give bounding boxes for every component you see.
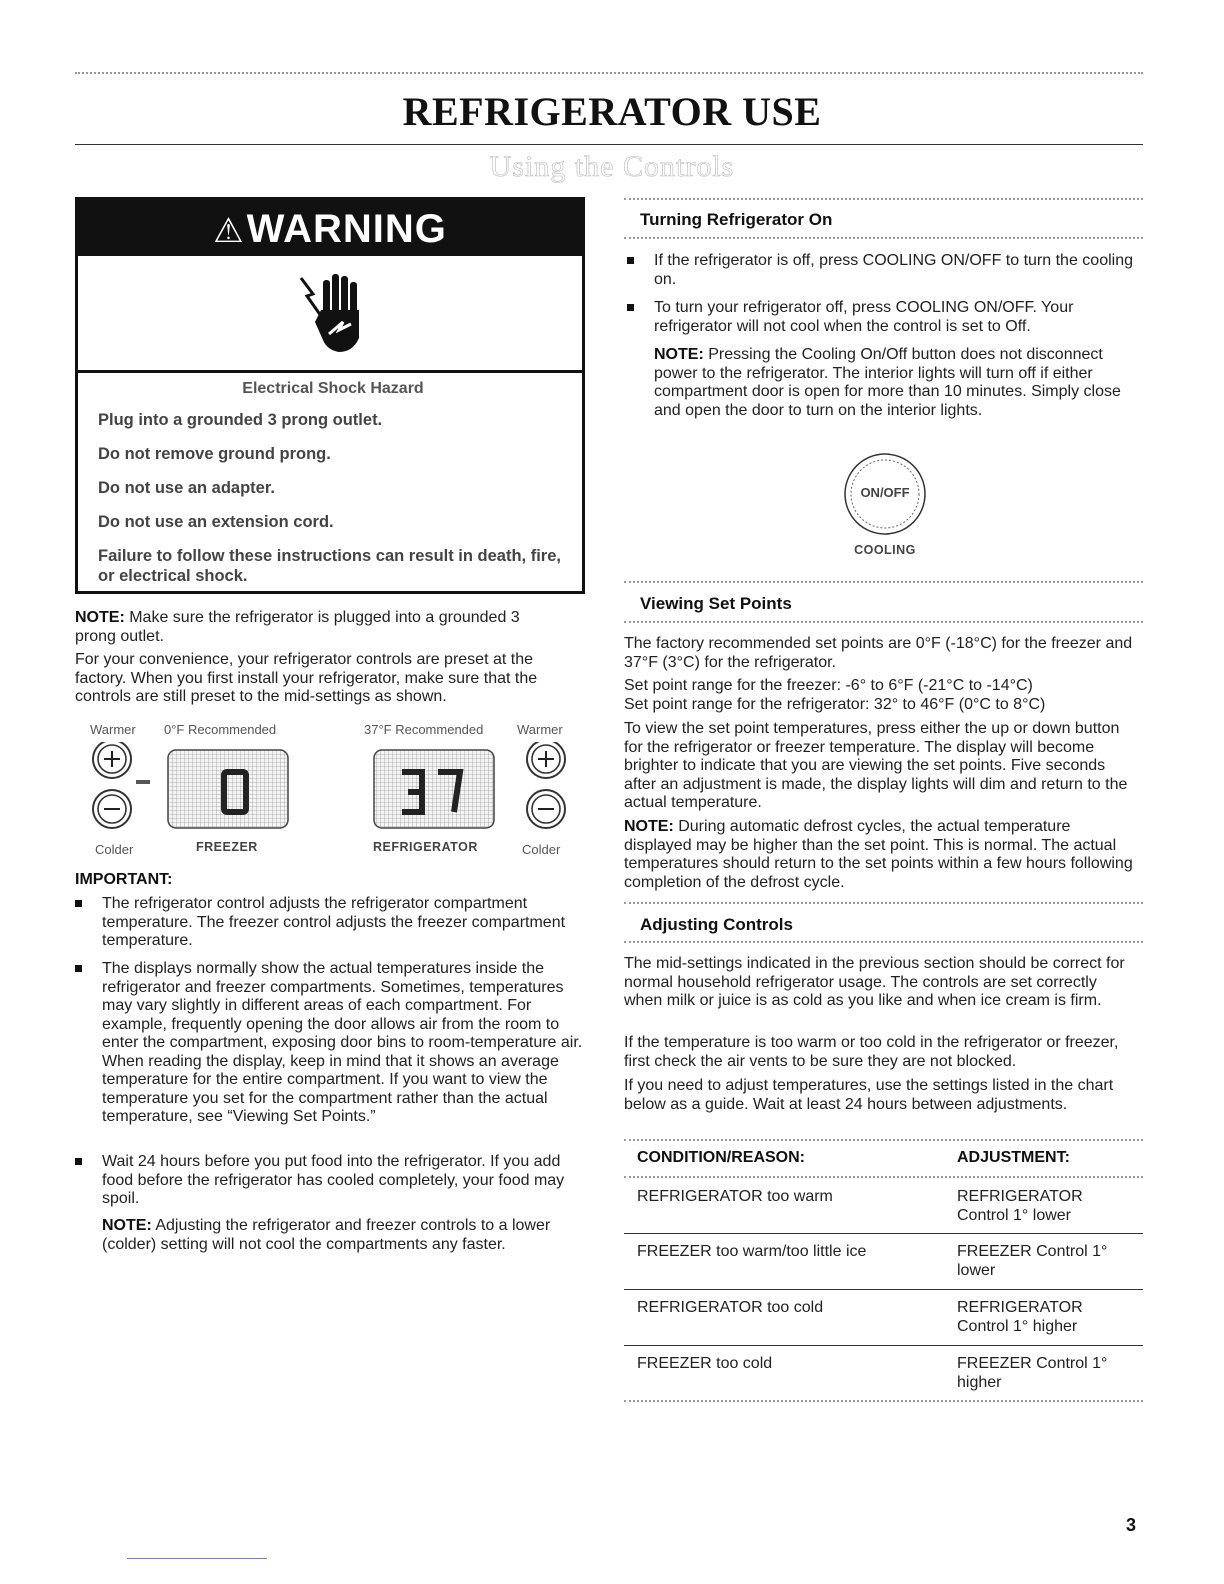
table-header-adjustment: ADJUSTMENT: — [957, 1149, 1070, 1166]
viewing-paragraph: To view the set point temperatures, press either the up or down button for the refrigerator or freezer temperature. The display will become brighter to indicate that you are viewing the set points. Five seconds after an adjustment is made, the display lights will dim and return to the actual temperature. — [624, 720, 1128, 811]
viewing-heading: Viewing Set Points — [640, 594, 792, 613]
freezer-range: Set point range for the freezer: -6° to 6°F (-21°C to -14°C) — [624, 677, 1033, 694]
page-title: REFRIGERATOR USE — [402, 89, 822, 134]
warning-box — [75, 197, 585, 594]
table-rule — [624, 1139, 1143, 1141]
fridge-range: Set point range for the refrigerator: 32° to 46°F (0°C to 8°C) — [624, 696, 1046, 713]
cooling-onoff-button: ON/OFF — [860, 485, 910, 500]
important-bullet — [102, 1153, 585, 1209]
table-cell-adjustment: FREEZER Control 1° lower — [957, 1243, 1108, 1279]
bullet-text: The refrigerator control adjusts the refrigerator compartment temperature. The freezer control adjusts the freezer compartment temperature. — [102, 895, 566, 949]
note-label: NOTE: — [75, 609, 125, 626]
bullet-icon — [627, 304, 634, 311]
important-bullet — [102, 895, 585, 951]
cooling-caption: COOLING — [854, 543, 916, 557]
adjusting-paragraph: The mid-settings indicated in the previous section should be correct for normal household refrigerator usage. The controls are set correctly when milk or juice is as cold as you like and when ice cream is firm. — [624, 955, 1125, 1009]
adjusting-rule-top — [624, 902, 1143, 904]
note-text: During automatic defrost cycles, the actual temperature displayed may be higher than the set point. This is normal. The actual temperatures should return to the set points within a few hours following completion of the defrost cycle. — [624, 818, 1133, 891]
intro-paragraph: For your convenience, your refrigerator controls are preset at the factory. When you first install your refrigerator, make sure that the controls are still preset to the mid-settings as shown. — [75, 651, 538, 705]
warning-triangle-icon: ⚠ — [213, 212, 245, 250]
note-text: Adjusting the refrigerator and freezer controls to a lower (colder) setting will not cool the compartments any faster. — [102, 1217, 551, 1253]
freezer-colder-label: Colder — [95, 842, 134, 857]
fridge-recommended-label: 37°F Recommended — [364, 722, 484, 737]
bullet-icon — [75, 900, 82, 907]
note-text: Make sure the refrigerator is plugged into a grounded 3 prong outlet. — [75, 609, 520, 645]
turning-on-bullet — [654, 299, 1134, 336]
table-cell-adjustment: REFRIGERATOR Control 1° higher — [957, 1299, 1083, 1335]
footer-line — [127, 1558, 267, 1559]
bullet-text: To turn your refrigerator off, press COOLING ON/OFF. Your refrigerator will not cool when the control is set to Off. — [654, 299, 1074, 335]
page-number: 3 — [1126, 1515, 1137, 1535]
note-adjusting — [102, 1217, 572, 1254]
warning-line: Do not remove ground prong. — [98, 445, 331, 463]
table-rule — [624, 1176, 1143, 1178]
warning-icon-area — [78, 256, 582, 373]
important-heading: IMPORTANT: — [75, 871, 173, 888]
freezer-warmer-label: Warmer — [90, 722, 136, 737]
bullet-text: Wait 24 hours before you put food into the refrigerator. If you add food before the refrigerator has cooled completely, your food may spoil. — [102, 1153, 565, 1207]
title-underline — [75, 144, 1143, 145]
table-cell-condition: FREEZER too cold — [637, 1355, 773, 1372]
note-label: NOTE: — [624, 818, 674, 835]
note-grounded — [75, 609, 565, 646]
table-cell-condition: REFRIGERATOR too warm — [637, 1188, 833, 1205]
table-cell-adjustment: REFRIGERATOR Control 1° lower — [957, 1188, 1083, 1224]
table-cell-condition: FREEZER too warm/too little ice — [637, 1243, 867, 1260]
table-row-divider — [624, 1345, 1143, 1346]
fridge-colder-minus-icon — [527, 790, 565, 828]
table-row-divider — [624, 1233, 1143, 1234]
table-header-condition: CONDITION/REASON: — [637, 1149, 805, 1166]
freezer-colder-minus-icon — [93, 790, 131, 828]
table-cell-condition: REFRIGERATOR too cold — [637, 1299, 824, 1316]
freezer-warmer-plus-icon — [93, 742, 131, 778]
note-label: NOTE: — [654, 346, 704, 363]
bullet-icon — [627, 257, 634, 264]
fridge-label: REFRIGERATOR — [373, 840, 478, 854]
adjusting-heading: Adjusting Controls — [640, 915, 793, 934]
bullet-icon — [75, 965, 82, 972]
bullet-text: If the refrigerator is off, press COOLING ON/OFF to turn the cooling on. — [654, 252, 1133, 288]
table-cell-adjustment: FREEZER Control 1° higher — [957, 1355, 1108, 1391]
turning-on-heading: Turning Refrigerator On — [640, 210, 833, 229]
freezer-label: FREEZER — [196, 840, 258, 854]
fridge-warmer-plus-icon — [527, 742, 565, 778]
warning-label: WARNING — [246, 207, 447, 251]
warning-line: Failure to follow these instructions can result in death, fire, or electrical shock. — [98, 547, 561, 585]
viewing-paragraph: The factory recommended set points are 0°F (-18°C) for the freezer and 37°F (3°C) for the refrigerator. — [624, 635, 1133, 671]
control-panel-graphic — [92, 742, 572, 842]
note-label: NOTE: — [102, 1217, 152, 1234]
bullet-text: The displays normally show the actual temperatures inside the refrigerator and freezer compartments. Sometimes, temperatures may vary slightly in different areas of each compartment. For example, frequently opening the door allows air from the room to enter the compartment, exposing door bins to room-temperature air. When reading the display, keep in mind that it shows an average temperature for the entire compartment. If you want to view the temperature you set for the compartment rather than the actual temperature, see “Viewing Set Points.” — [102, 960, 583, 1125]
bullet-icon — [75, 1158, 82, 1165]
adjusting-paragraph: If the temperature is too warm or too cold in the refrigerator or freezer, first check the air vents to be sure they are not blocked. — [624, 1034, 1119, 1070]
warning-header — [78, 200, 582, 256]
freezer-display — [168, 750, 288, 828]
viewing-rule-top — [624, 581, 1143, 583]
electric-shock-hand-icon — [293, 264, 373, 364]
fridge-warmer-label: Warmer — [517, 722, 563, 737]
important-bullet — [102, 960, 585, 1127]
turning-on-rule-top — [624, 198, 1143, 200]
fridge-colder-label: Colder — [522, 842, 561, 857]
turning-on-bullet — [654, 252, 1134, 289]
warning-line: Plug into a grounded 3 prong outlet. — [98, 411, 383, 429]
table-rule — [624, 1400, 1143, 1402]
note-defrost — [624, 818, 1134, 892]
cooling-button-graphic — [835, 450, 935, 550]
fridge-display — [374, 750, 494, 828]
adjusting-paragraph: If you need to adjust temperatures, use the settings listed in the chart below as a guide. Wait at least 24 hours between adjustments. — [624, 1077, 1114, 1113]
top-dotted-rule — [75, 72, 1143, 74]
warning-line: Do not use an adapter. — [98, 479, 275, 497]
turning-on-rule-bottom — [624, 237, 1143, 239]
warning-line: Do not use an extension cord. — [98, 513, 334, 531]
warning-text — [98, 380, 568, 600]
note-cooling-button — [654, 346, 1134, 420]
section-title: Using the Controls — [489, 150, 735, 183]
table-row-divider — [624, 1289, 1143, 1290]
note-text: Pressing the Cooling On/Off button does not disconnect power to the refrigerator. The interior lights will turn off if either compartment door is open for more than 10 minutes. Simply close and open the door to turn on the interior lights. — [654, 346, 1121, 419]
viewing-rule-bottom — [624, 621, 1143, 623]
hazard-title: Electrical Shock Hazard — [242, 380, 424, 397]
freezer-recommended-label: 0°F Recommended — [164, 722, 277, 737]
adjusting-rule-bottom — [624, 941, 1143, 943]
